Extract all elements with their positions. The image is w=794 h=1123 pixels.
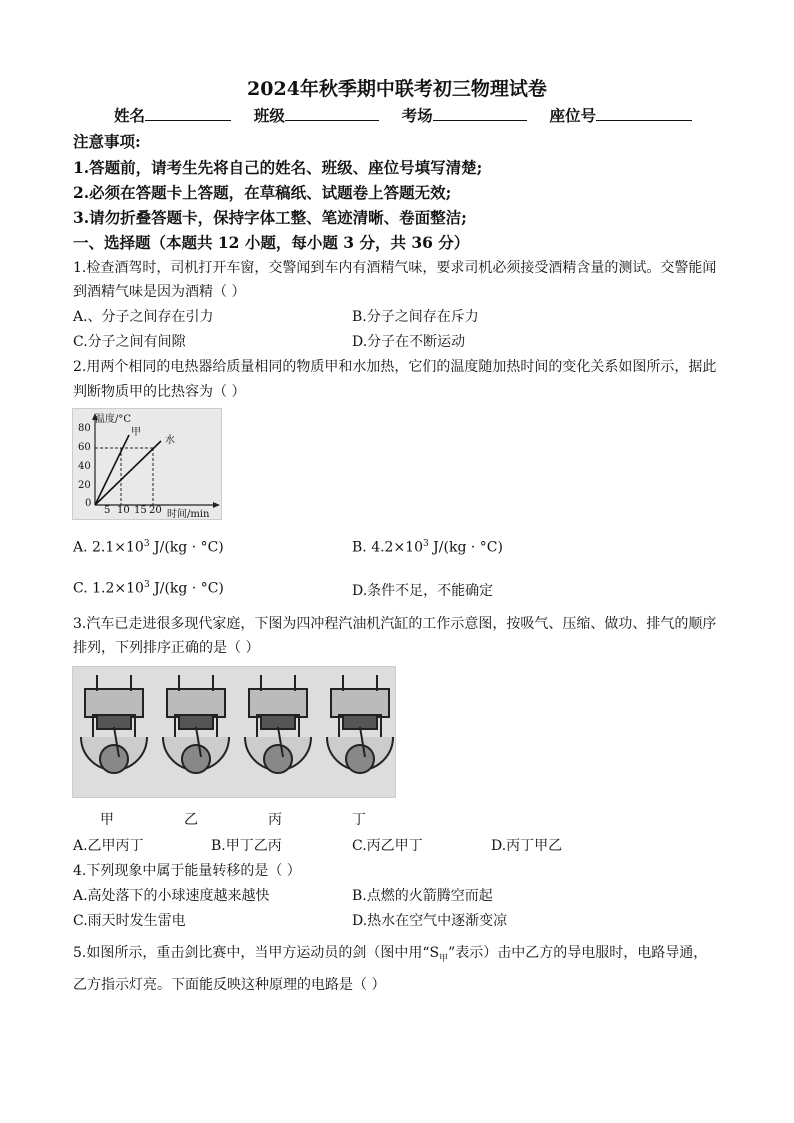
q4-option-c: C.雨天时发生雷电 bbox=[73, 913, 186, 929]
section-heading: 一、选择题（本题共 12 小题，每小题 3 分，共 36 分） bbox=[73, 233, 470, 252]
graph-line-label-water: 水 bbox=[165, 435, 175, 446]
q2-option-a: A. $2.1\times 10^3$ J/(kg · °C) bbox=[73, 539, 224, 556]
q4-stem: 4.下列现象中属于能量转移的是（ ） bbox=[73, 863, 301, 879]
graph-y-tick-0: 0 bbox=[85, 498, 92, 509]
q1-stem-line1: 1.检查酒驾时，司机打开车窗，交警闻到车内有酒精气味，要求司机必须接受酒精含量的测试。交警能闻 bbox=[73, 260, 717, 276]
class-blank bbox=[285, 106, 379, 121]
q2-option-b: B. $4.2\times 10^3$ J/(kg · °C) bbox=[352, 539, 503, 556]
q3-stem-line1: 3.汽车已走进很多现代家庭，下图为四冲程汽油机汽缸的工作示意图，按吸气、压缩、做功、排气的顺序 bbox=[73, 616, 717, 632]
notice-item-2: 2.必须在答题卡上答题，在草稿纸、试题卷上答题无效; bbox=[73, 183, 452, 202]
class-label: 班级 bbox=[253, 106, 285, 125]
student-info-row bbox=[114, 104, 692, 126]
q1-option-b: B.分子之间存在斥力 bbox=[352, 309, 479, 325]
q3-option-c: C.丙乙甲丁 bbox=[352, 838, 423, 854]
notice-item-1: 1.答题前，请考生先将自己的姓名、班级、座位号填写清楚; bbox=[73, 158, 483, 177]
q2-option-c: C. $1.2\times 10^3$ J/(kg · °C) bbox=[73, 580, 224, 597]
engine-label-ding: 丁 bbox=[352, 812, 366, 828]
q4-option-b: B.点燃的火箭腾空而起 bbox=[352, 888, 493, 904]
q5-stem-line1: 5.如图所示，重击剑比赛中，当甲方运动员的剑（图中用“$S_甲$”表示）击中乙方的导电服时，电路导通， bbox=[73, 945, 708, 964]
notice-item-3: 3.请勿折叠答题卡，保持字体工整、笔迹清晰、卷面整洁; bbox=[73, 208, 467, 227]
room-label: 考场 bbox=[401, 106, 433, 125]
room-blank bbox=[433, 106, 527, 121]
graph-x-tick-15: 15 bbox=[134, 505, 147, 516]
graph-y-label: 温度/°C bbox=[95, 414, 132, 425]
q1-stem-line2: 到酒精气味是因为酒精（ ） bbox=[73, 284, 246, 300]
q5-stem-line2: 乙方指示灯亮。下面能反映这种原理的电路是（ ） bbox=[73, 977, 386, 993]
seat-blank bbox=[596, 106, 692, 121]
name-label: 姓名 bbox=[114, 106, 146, 125]
q2-stem-line2: 判断物质甲的比热容为（ ） bbox=[73, 384, 246, 400]
q1-option-a: A.、分子之间存在引力 bbox=[73, 309, 214, 325]
q4-option-a: A.高处落下的小球速度越来越快 bbox=[73, 888, 270, 904]
notice-heading: 注意事项: bbox=[73, 132, 141, 151]
q4-option-d: D.热水在空气中逐渐变凉 bbox=[352, 913, 508, 929]
engine-label-jia: 甲 bbox=[100, 812, 114, 828]
q3-option-a: A.乙甲丙丁 bbox=[73, 838, 144, 854]
page-title: 2024年秋季期中联考初三物理试卷 bbox=[247, 78, 547, 100]
graph-line-label-jia: 甲 bbox=[131, 427, 141, 438]
name-blank bbox=[145, 106, 231, 121]
engine-label-bing: 丙 bbox=[268, 812, 282, 828]
graph-y-tick-40: 40 bbox=[78, 461, 91, 472]
q2-option-d: D.条件不足，不能确定 bbox=[352, 583, 494, 599]
graph-x-tick-10: 10 bbox=[117, 505, 130, 516]
graph-x-tick-20: 20 bbox=[149, 505, 162, 516]
temperature-time-graph bbox=[72, 408, 222, 520]
q2-stem-line1: 2.用两个相同的电热器给质量相同的物质甲和水加热，它们的温度随加热时间的变化关系如图所示，据此 bbox=[73, 359, 717, 375]
q1-option-c: C.分子之间有间隙 bbox=[73, 334, 186, 350]
seat-label: 座位号 bbox=[549, 106, 596, 125]
q3-stem-line2: 排列，下列排序正确的是（ ） bbox=[73, 640, 260, 656]
graph-x-tick-5: 5 bbox=[104, 505, 111, 516]
engine-label-yi: 乙 bbox=[184, 812, 198, 828]
graph-x-label: 时间/min bbox=[167, 509, 210, 520]
graph-y-tick-20: 20 bbox=[78, 480, 91, 491]
graph-y-tick-80: 80 bbox=[78, 423, 91, 434]
q1-option-d: D.分子在不断运动 bbox=[352, 334, 466, 350]
q3-option-b: B.甲丁乙丙 bbox=[211, 838, 282, 854]
graph-y-tick-60: 60 bbox=[78, 442, 91, 453]
q3-option-d: D.丙丁甲乙 bbox=[491, 838, 563, 854]
engine-strokes-figure bbox=[72, 666, 396, 798]
